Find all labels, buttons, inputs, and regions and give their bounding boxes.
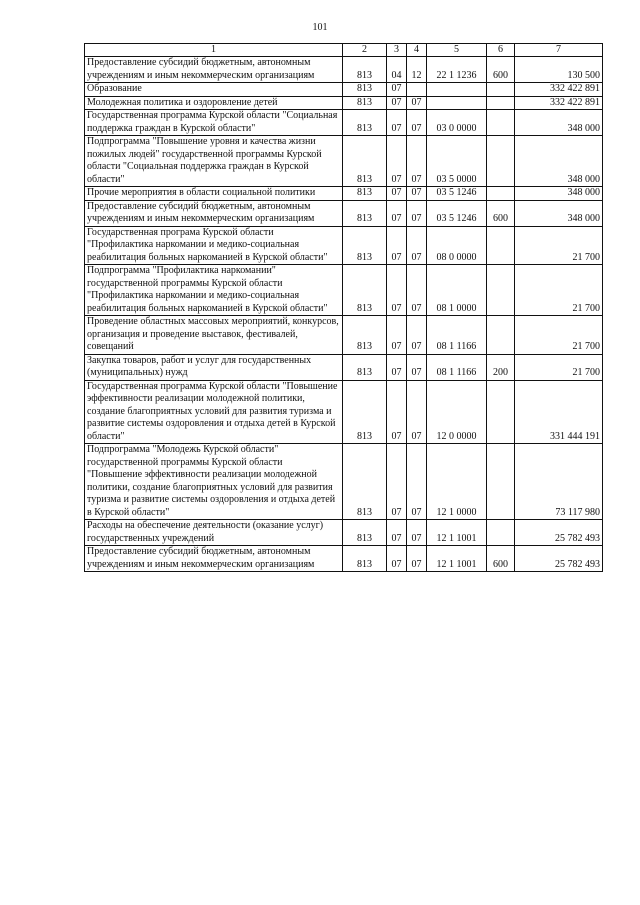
section-code: 07 [387,444,407,520]
subsection-code: 07 [407,200,427,226]
target-code: 03 0 0000 [427,110,487,136]
table-row [85,354,603,380]
target-code: 12 1 0000 [427,444,487,520]
target-code: 03 5 1246 [427,187,487,201]
page-number: 101 [312,22,328,33]
admin-code: 813 [343,187,387,201]
subsection-code: 07 [407,226,427,265]
expenditure-name: Государственная програма Курской области "Профилактика наркомании и медико-социальная реабилитация больных наркоманией в Курской области" [85,226,343,265]
expenditure-name: Проведение областных массовых мероприятий, конкурсов, организация и проведение выставок, фестивалей, совещаний [85,316,343,355]
expense-type-code [487,110,515,136]
subsection-code: 07 [407,136,427,187]
amount: 25 782 493 [515,520,603,546]
table-row [85,316,603,355]
table-row [85,444,603,520]
admin-code: 813 [343,380,387,444]
amount: 21 700 [515,226,603,265]
section-code: 07 [387,354,407,380]
amount: 21 700 [515,316,603,355]
section-code: 04 [387,57,407,83]
expenditure-name: Предоставление субсидий бюджетным, автономным учреждениям и иным некоммерческим организациям [85,546,343,572]
subsection-code: 07 [407,444,427,520]
expenditure-name: Подпрограмма "Молодежь Курской области" государственной программы Курской области "Повышение эффективности реализации молодежной политики, создание благоприятных условий для развития туризма и развитие системы оздоровления и отдыха детей в Курской области" [85,444,343,520]
target-code: 12 1 1001 [427,520,487,546]
admin-code: 813 [343,546,387,572]
expense-type-code [487,83,515,97]
subsection-code: 07 [407,265,427,316]
header-cell: 2 [343,44,387,57]
table-row [85,546,603,572]
table-row [85,96,603,110]
target-code: 22 1 1236 [427,57,487,83]
subsection-code: 12 [407,57,427,83]
expenditure-name: Образование [85,83,343,97]
expense-type-code [487,96,515,110]
expense-type-code [487,226,515,265]
header-cell: 6 [487,44,515,57]
target-code: 08 1 1166 [427,354,487,380]
section-code: 07 [387,136,407,187]
target-code: 08 1 0000 [427,265,487,316]
expense-type-code [487,136,515,187]
expenditure-name: Молодежная политика и оздоровление детей [85,96,343,110]
table-row [85,200,603,226]
expenditure-name: Расходы на обеспечение деятельности (оказание услуг) государственных учреждений [85,520,343,546]
table-row [85,226,603,265]
target-code: 03 5 0000 [427,136,487,187]
section-code: 07 [387,187,407,201]
subsection-code: 07 [407,520,427,546]
subsection-code: 07 [407,110,427,136]
admin-code: 813 [343,96,387,110]
admin-code: 813 [343,57,387,83]
admin-code: 813 [343,83,387,97]
expenditure-name: Предоставление субсидий бюджетным, автономным учреждениям и иным некоммерческим организациям [85,57,343,83]
header-cell: 1 [85,44,343,57]
admin-code: 813 [343,200,387,226]
target-code: 08 0 0000 [427,226,487,265]
subsection-code: 07 [407,316,427,355]
expense-type-code [487,520,515,546]
expense-type-code: 600 [487,200,515,226]
admin-code: 813 [343,520,387,546]
expenditure-name: Закупка товаров, работ и услуг для государственных (муниципальных) нужд [85,354,343,380]
subsection-code: 07 [407,380,427,444]
expenditure-name: Прочие мероприятия в области социальной политики [85,187,343,201]
section-code: 07 [387,96,407,110]
amount: 348 000 [515,136,603,187]
table-row [85,83,603,97]
amount: 73 117 980 [515,444,603,520]
admin-code: 813 [343,265,387,316]
section-code: 07 [387,110,407,136]
table-row [85,57,603,83]
expenditure-name: Подпрограмма "Повышение уровня и качества жизни пожилых людей" государственной программы Курской области "Социальная поддержка граждан в Курской области" [85,136,343,187]
header-cell: 7 [515,44,603,57]
expense-type-code: 200 [487,354,515,380]
subsection-code [407,83,427,97]
expense-type-code [487,444,515,520]
amount: 348 000 [515,110,603,136]
target-code: 12 1 1001 [427,546,487,572]
section-code: 07 [387,226,407,265]
admin-code: 813 [343,136,387,187]
expense-type-code [487,265,515,316]
admin-code: 813 [343,226,387,265]
target-code: 03 5 1246 [427,200,487,226]
expenditure-name: Подпрограмма "Профилактика наркомании" государственной программы Курской области "Профилактика наркомании и медико-социальная реабилитация больных наркоманией в Курской области" [85,265,343,316]
header-cell: 4 [407,44,427,57]
table-row [85,380,603,444]
amount: 21 700 [515,265,603,316]
section-code: 07 [387,520,407,546]
target-code [427,96,487,110]
expense-type-code: 600 [487,546,515,572]
target-code: 08 1 1166 [427,316,487,355]
table-row [85,187,603,201]
expense-type-code [487,187,515,201]
expense-type-code [487,316,515,355]
section-code: 07 [387,265,407,316]
expenditure-name: Государственная программа Курской области "Социальная поддержка граждан в Курской области" [85,110,343,136]
amount: 25 782 493 [515,546,603,572]
section-code: 07 [387,200,407,226]
expense-type-code [487,380,515,444]
subsection-code: 07 [407,546,427,572]
table-row [85,520,603,546]
budget-table [84,43,603,572]
table-row [85,136,603,187]
amount: 21 700 [515,354,603,380]
amount: 348 000 [515,200,603,226]
subsection-code: 07 [407,187,427,201]
admin-code: 813 [343,354,387,380]
expenditure-name: Предоставление субсидий бюджетным, автономным учреждениям и иным некоммерческим организациям [85,200,343,226]
target-code: 12 0 0000 [427,380,487,444]
header-cell: 3 [387,44,407,57]
admin-code: 813 [343,110,387,136]
amount: 130 500 [515,57,603,83]
header-cell: 5 [427,44,487,57]
admin-code: 813 [343,444,387,520]
table-row [85,265,603,316]
section-code: 07 [387,83,407,97]
section-code: 07 [387,380,407,444]
expenditure-name: Государственная программа Курской области "Повышение эффективности реализации молодежной политики, создание благоприятных условий для развития туризма и развитие системы оздоровления и отдыха детей в Курской области" [85,380,343,444]
admin-code: 813 [343,316,387,355]
target-code [427,83,487,97]
amount: 332 422 891 [515,96,603,110]
amount: 331 444 191 [515,380,603,444]
expense-type-code: 600 [487,57,515,83]
section-code: 07 [387,546,407,572]
amount: 332 422 891 [515,83,603,97]
section-code: 07 [387,316,407,355]
table-row [85,110,603,136]
table-header-row [85,44,603,57]
subsection-code: 07 [407,354,427,380]
subsection-code: 07 [407,96,427,110]
amount: 348 000 [515,187,603,201]
